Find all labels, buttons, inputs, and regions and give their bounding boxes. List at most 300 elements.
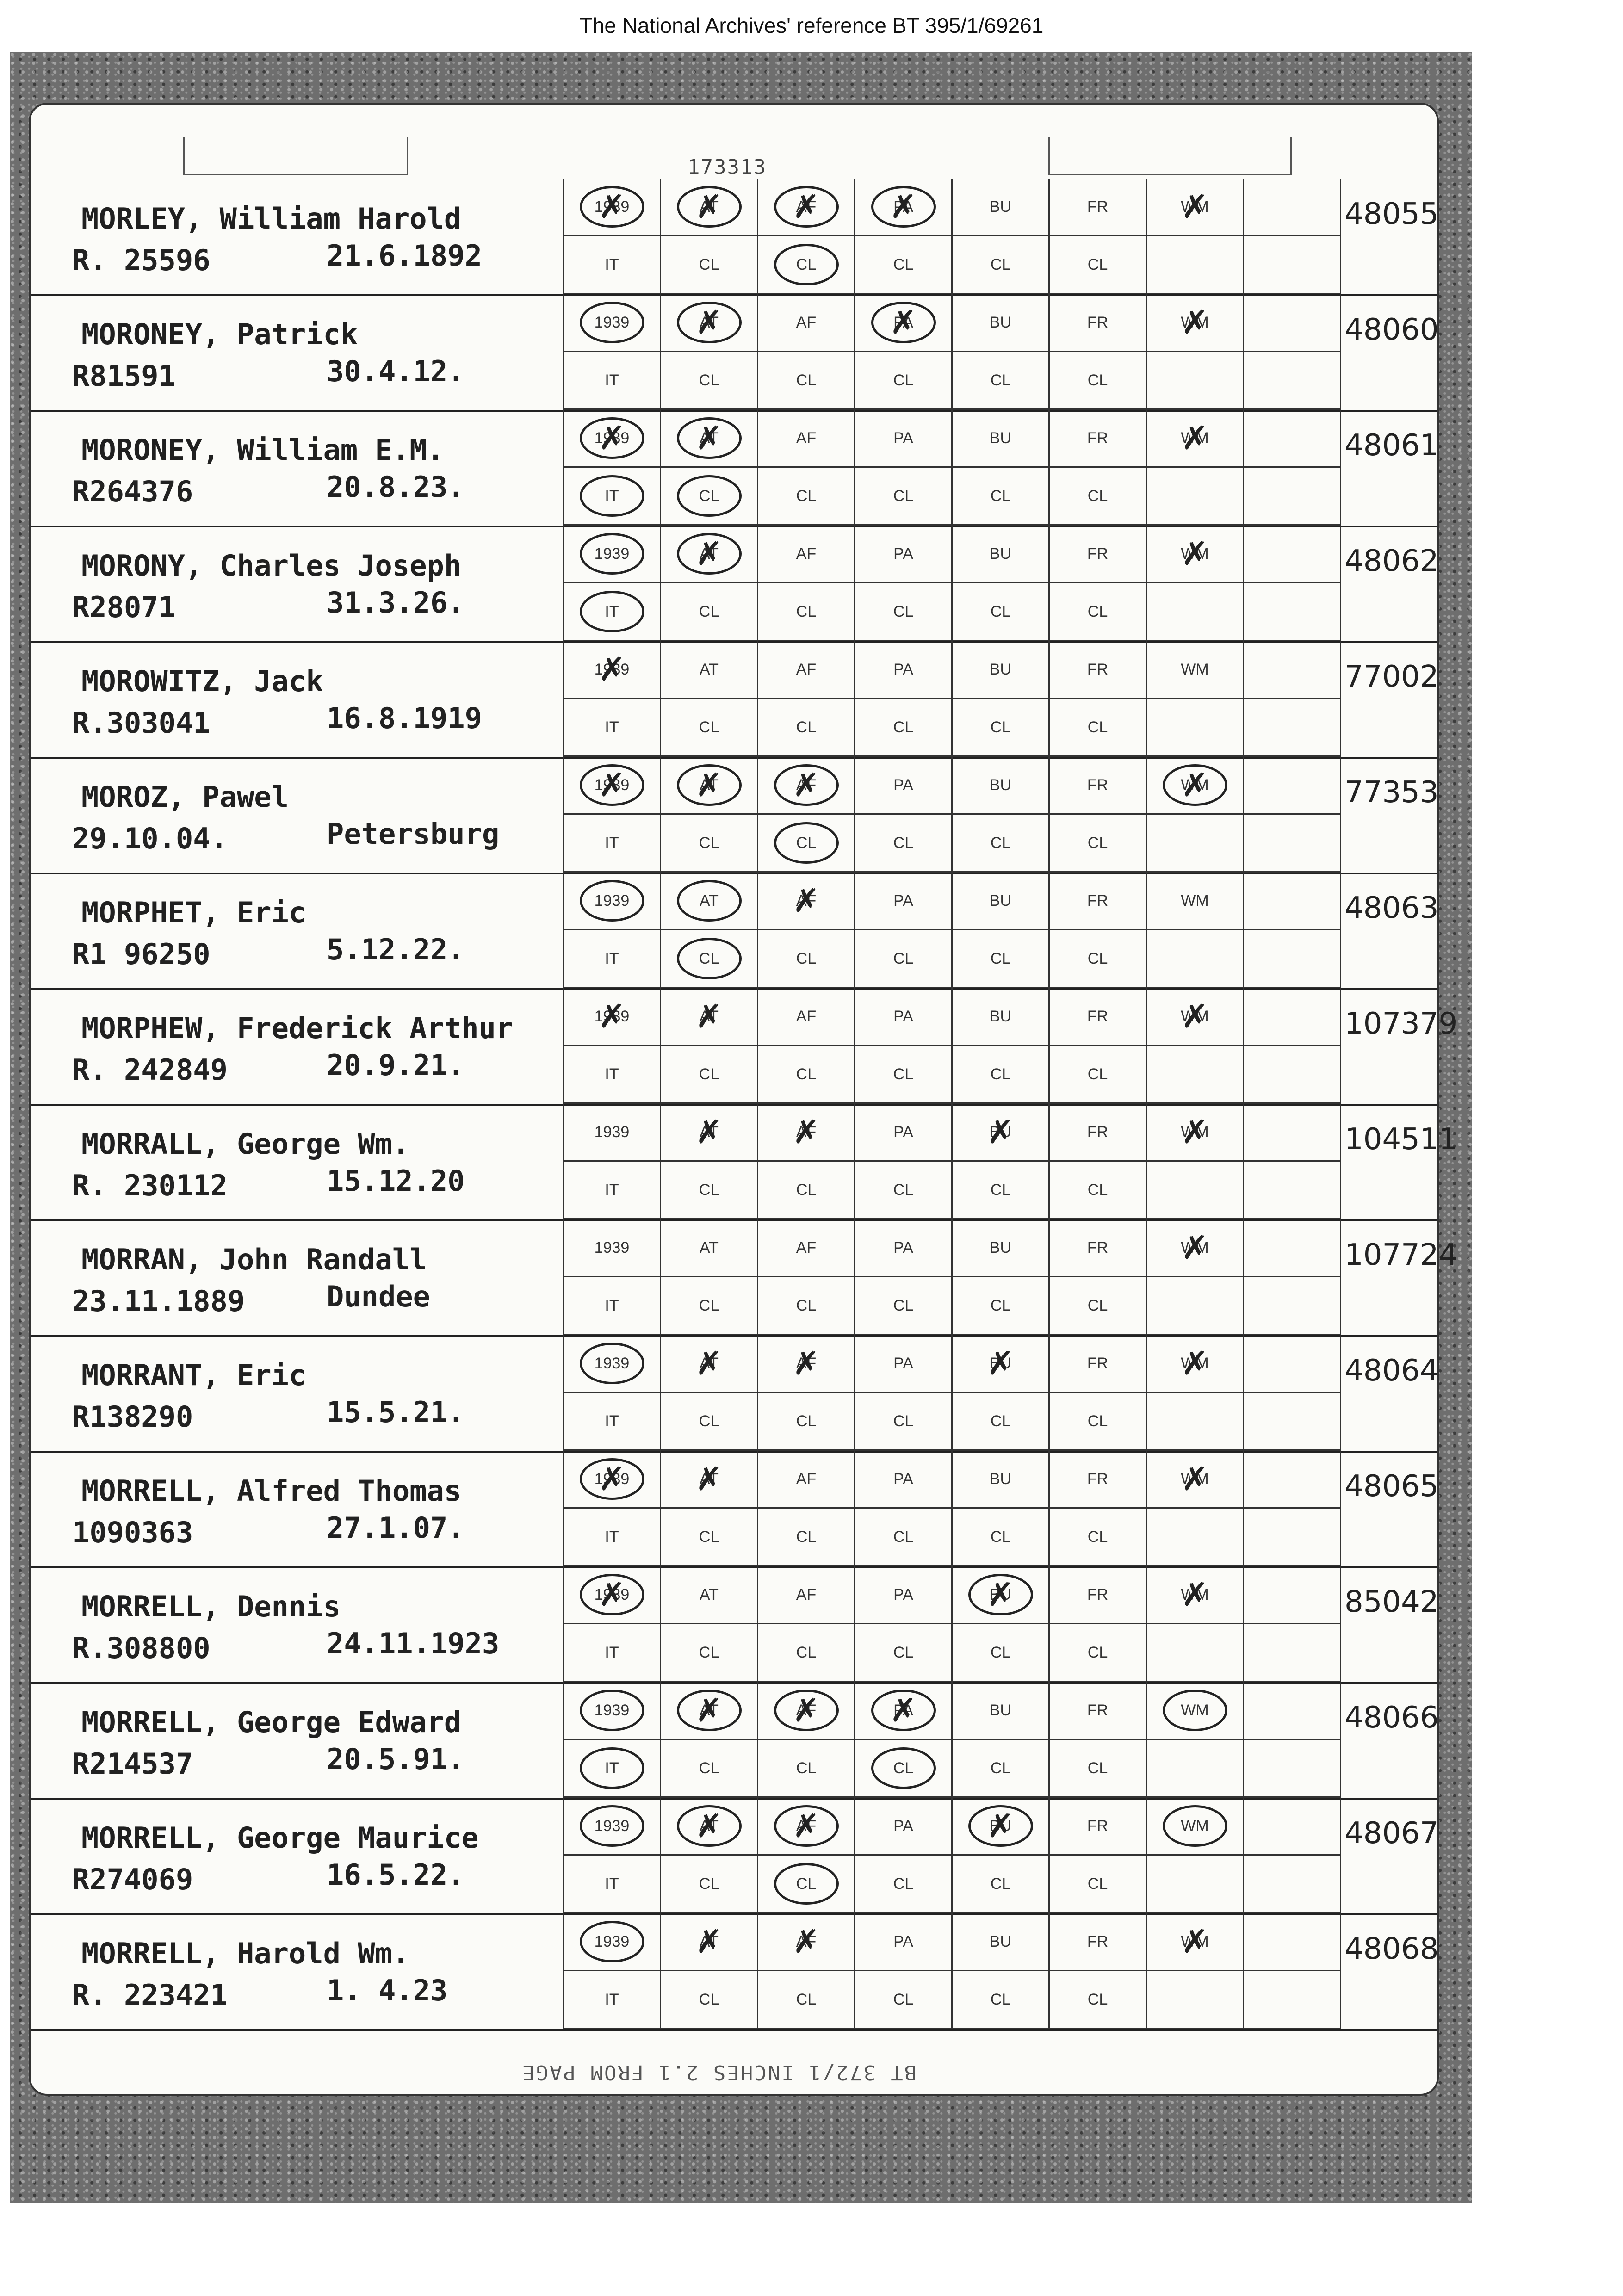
record-date-of-birth: 16.8.1919 — [327, 701, 482, 735]
record-row — [31, 526, 1437, 643]
code-cell: IT — [564, 236, 661, 294]
record-code-grid — [563, 1335, 1341, 1451]
code-cell: BU — [953, 641, 1050, 699]
record-name: MORRALL, George Wm. — [81, 1127, 410, 1161]
code-cell: CL — [855, 1740, 953, 1798]
record-number: 77002 — [1344, 660, 1439, 694]
code-cell: CL — [758, 1971, 855, 2029]
record-row — [31, 1798, 1437, 1915]
code-cell: WM — [1147, 641, 1244, 699]
code-cell: CL — [758, 1856, 855, 1913]
code-cell: AT ✗ — [661, 294, 758, 352]
record-code-grid — [563, 294, 1341, 410]
code-cell — [1244, 1624, 1341, 1682]
code-cell: CL — [953, 815, 1050, 873]
record-reference: R274069 — [72, 1863, 193, 1896]
code-cell: CL — [855, 583, 953, 641]
code-cell: AF ✗ — [758, 873, 855, 930]
code-cell: BU — [953, 294, 1050, 352]
code-cell: AF — [758, 988, 855, 1046]
code-cell: IT — [564, 930, 661, 988]
code-cell: IT — [564, 1856, 661, 1913]
code-cell: CL — [1050, 352, 1147, 410]
code-cell: IT — [564, 1509, 661, 1566]
record-number: 48061 — [1344, 428, 1439, 463]
record-number: 48064 — [1344, 1354, 1439, 1388]
code-cell — [1244, 179, 1341, 236]
code-cell: WM ✗ — [1147, 526, 1244, 583]
code-cell: CL — [953, 1740, 1050, 1798]
record-date-of-birth: 1. 4.23 — [327, 1974, 448, 2007]
code-cell — [1244, 1335, 1341, 1393]
code-cell: CL — [661, 583, 758, 641]
record-name: MOROWITZ, Jack — [81, 664, 323, 698]
record-name: MORPHEW, Frederick Arthur — [81, 1011, 514, 1045]
code-cell: CL — [661, 236, 758, 294]
code-cell: 1939 ✗ — [564, 1566, 661, 1624]
record-reference: R81591 — [72, 359, 176, 393]
code-cell: 1939 ✗ — [564, 988, 661, 1046]
record-code-grid — [563, 1451, 1341, 1566]
code-cell: PA — [855, 757, 953, 815]
code-cell: CL — [758, 1162, 855, 1219]
code-cell: FR — [1050, 1682, 1147, 1740]
code-cell: BU — [953, 179, 1050, 236]
code-cell: BU — [953, 873, 1050, 930]
code-cell: WM ✗ — [1147, 757, 1244, 815]
record-reference: R214537 — [72, 1747, 193, 1781]
code-cell — [1244, 699, 1341, 757]
code-cell — [1244, 873, 1341, 930]
code-cell: CL — [1050, 1393, 1147, 1451]
code-cell: CL — [758, 236, 855, 294]
record-code-grid — [563, 641, 1341, 757]
record-code-grid — [563, 526, 1341, 641]
code-cell: CL — [953, 583, 1050, 641]
record-row — [31, 873, 1437, 990]
code-cell — [1244, 1913, 1341, 1971]
record-reference: R264376 — [72, 475, 193, 508]
code-cell: CL — [661, 815, 758, 873]
record-reference: R28071 — [72, 590, 176, 624]
code-cell: FR — [1050, 526, 1147, 583]
code-cell — [1244, 1451, 1341, 1509]
code-cell: WM ✗ — [1147, 1451, 1244, 1509]
code-cell: AF ✗ — [758, 1913, 855, 1971]
code-cell: FR — [1050, 873, 1147, 930]
code-cell — [1244, 1104, 1341, 1162]
code-cell — [1244, 236, 1341, 294]
record-row — [31, 1913, 1437, 2031]
code-cell — [1147, 1277, 1244, 1335]
code-cell: FR — [1050, 1104, 1147, 1162]
code-cell: CL — [758, 699, 855, 757]
code-cell: AF ✗ — [758, 1798, 855, 1856]
code-cell: CL — [758, 583, 855, 641]
record-row — [31, 1335, 1437, 1453]
code-cell: IT — [564, 1277, 661, 1335]
code-cell: WM — [1147, 1682, 1244, 1740]
record-number: 48062 — [1344, 544, 1439, 578]
record-reference: 23.11.1889 — [72, 1284, 245, 1318]
code-cell: CL — [953, 1971, 1050, 2029]
code-cell: CL — [758, 352, 855, 410]
code-cell: CL — [953, 1162, 1050, 1219]
record-number: 107724 — [1344, 1238, 1458, 1272]
code-cell: PA — [855, 873, 953, 930]
code-cell — [1244, 352, 1341, 410]
archive-reference: The National Archives' reference BT 395/1/69261 — [579, 13, 1044, 37]
record-name: MORRELL, George Edward — [81, 1705, 462, 1739]
code-cell: CL — [953, 1046, 1050, 1104]
code-cell: CL — [855, 352, 953, 410]
card-top-tab — [183, 137, 408, 175]
code-cell: CL — [1050, 236, 1147, 294]
code-cell — [1244, 1798, 1341, 1856]
code-cell: AT ✗ — [661, 1104, 758, 1162]
code-cell: 1939 ✗ — [564, 757, 661, 815]
code-cell: BU — [953, 526, 1050, 583]
code-cell: AF ✗ — [758, 179, 855, 236]
code-cell: PA ✗ — [855, 1682, 953, 1740]
code-cell: FR — [1050, 1798, 1147, 1856]
code-cell: WM ✗ — [1147, 1566, 1244, 1624]
code-cell: AT ✗ — [661, 1798, 758, 1856]
record-reference: R. 242849 — [72, 1053, 228, 1087]
code-cell: PA — [855, 1219, 953, 1277]
code-cell: CL — [855, 1509, 953, 1566]
code-cell — [1147, 1046, 1244, 1104]
record-code-grid — [563, 1219, 1341, 1335]
code-cell: BU ✗ — [953, 1335, 1050, 1393]
record-code-grid — [563, 873, 1341, 988]
code-cell — [1244, 1740, 1341, 1798]
code-cell — [1244, 1162, 1341, 1219]
record-reference: R1 96250 — [72, 937, 211, 971]
code-cell: FR — [1050, 179, 1147, 236]
code-cell: CL — [855, 1393, 953, 1451]
record-number: 85042 — [1344, 1585, 1439, 1619]
record-name: MORRELL, Alfred Thomas — [81, 1474, 462, 1508]
record-code-grid — [563, 1798, 1341, 1913]
code-cell: 1939 — [564, 1219, 661, 1277]
record-code-grid — [563, 757, 1341, 873]
code-cell: AF ✗ — [758, 1682, 855, 1740]
code-cell: AT ✗ — [661, 1682, 758, 1740]
code-cell: AF — [758, 526, 855, 583]
record-number: 104511 — [1344, 1122, 1458, 1157]
code-cell: 1939 — [564, 294, 661, 352]
code-cell: IT — [564, 699, 661, 757]
record-name: MORRELL, George Maurice — [81, 1821, 479, 1855]
code-cell: FR — [1050, 410, 1147, 468]
code-cell: WM — [1147, 1798, 1244, 1856]
code-cell: CL — [1050, 699, 1147, 757]
code-cell: CL — [661, 930, 758, 988]
code-cell: CL — [661, 1624, 758, 1682]
code-cell: CL — [661, 1740, 758, 1798]
code-cell — [1244, 930, 1341, 988]
record-reference: 1090363 — [72, 1516, 193, 1549]
code-cell — [1147, 352, 1244, 410]
code-cell: CL — [1050, 815, 1147, 873]
code-cell: AF — [758, 410, 855, 468]
code-cell: FR — [1050, 1219, 1147, 1277]
code-cell: CL — [855, 699, 953, 757]
code-cell — [1244, 1277, 1341, 1335]
record-number: 77353 — [1344, 775, 1439, 810]
code-cell: FR — [1050, 1913, 1147, 1971]
code-cell: AT — [661, 1566, 758, 1624]
code-cell: WM ✗ — [1147, 294, 1244, 352]
code-cell: AT ✗ — [661, 988, 758, 1046]
code-cell: CL — [661, 699, 758, 757]
code-cell: AF ✗ — [758, 1335, 855, 1393]
code-cell: IT — [564, 583, 661, 641]
code-cell: CL — [855, 815, 953, 873]
record-name: MORRELL, Harold Wm. — [81, 1937, 410, 1970]
record-row — [31, 294, 1437, 412]
code-cell: AF — [758, 1566, 855, 1624]
record-date-of-birth: 15.12.20 — [327, 1164, 465, 1198]
record-code-grid — [563, 1566, 1341, 1682]
code-cell: CL — [661, 352, 758, 410]
code-cell: AT ✗ — [661, 179, 758, 236]
code-cell: AF — [758, 641, 855, 699]
code-cell — [1147, 1971, 1244, 2029]
code-cell: CL — [1050, 1856, 1147, 1913]
code-cell: CL — [1050, 930, 1147, 988]
code-cell: WM ✗ — [1147, 1913, 1244, 1971]
record-date-of-birth: 20.9.21. — [327, 1048, 465, 1082]
record-date-of-birth: 21.6.1892 — [327, 239, 482, 272]
code-cell: AT ✗ — [661, 1913, 758, 1971]
record-date-of-birth: 5.12.22. — [327, 933, 465, 966]
code-cell: FR — [1050, 757, 1147, 815]
code-cell: FR — [1050, 294, 1147, 352]
record-date-of-birth: Dundee — [327, 1280, 430, 1313]
record-row — [31, 1451, 1437, 1568]
code-cell — [1244, 1682, 1341, 1740]
code-cell — [1147, 1509, 1244, 1566]
code-cell: CL — [855, 236, 953, 294]
record-reference: R. 230112 — [72, 1169, 228, 1202]
code-cell: CL — [661, 1509, 758, 1566]
record-name: MORONY, Charles Joseph — [81, 549, 462, 582]
code-cell: CL — [758, 1509, 855, 1566]
code-cell: CL — [953, 1393, 1050, 1451]
code-cell: CL — [661, 1971, 758, 2029]
scanned-document — [10, 52, 1472, 2203]
code-cell: PA — [855, 1335, 953, 1393]
code-cell: PA — [855, 1451, 953, 1509]
code-cell: 1939 — [564, 1335, 661, 1393]
code-cell: PA — [855, 1913, 953, 1971]
record-row — [31, 179, 1437, 296]
record-reference: R138290 — [72, 1400, 193, 1434]
record-number: 48063 — [1344, 891, 1439, 925]
record-name: MORONEY, Patrick — [81, 317, 358, 351]
code-cell — [1244, 468, 1341, 526]
index-card — [29, 103, 1458, 2096]
record-row — [31, 1566, 1437, 1684]
code-cell — [1147, 1162, 1244, 1219]
code-cell: CL — [855, 930, 953, 988]
record-row — [31, 988, 1458, 1106]
code-cell: CL — [661, 1162, 758, 1219]
code-cell: CL — [1050, 1277, 1147, 1335]
record-row — [31, 410, 1437, 527]
code-cell: CL — [855, 468, 953, 526]
code-cell: 1939 — [564, 1913, 661, 1971]
code-cell: AT — [661, 641, 758, 699]
code-cell: 1939 ✗ — [564, 410, 661, 468]
code-cell: CL — [661, 1393, 758, 1451]
code-cell — [1244, 410, 1341, 468]
record-date-of-birth: 31.3.26. — [327, 586, 465, 619]
record-name: MORONEY, William E.M. — [81, 433, 444, 467]
code-cell: AF — [758, 1451, 855, 1509]
record-date-of-birth: 27.1.07. — [327, 1511, 465, 1545]
code-cell: FR — [1050, 1451, 1147, 1509]
record-name: MOROZ, Pawel — [81, 780, 289, 814]
code-cell: BU — [953, 757, 1050, 815]
code-cell — [1147, 236, 1244, 294]
code-cell: CL — [661, 1046, 758, 1104]
record-row — [31, 1682, 1437, 1800]
code-cell: PA — [855, 410, 953, 468]
code-cell: 1939 ✗ — [564, 179, 661, 236]
code-cell — [1244, 815, 1341, 873]
record-reference: R.308800 — [72, 1631, 211, 1665]
record-code-grid — [563, 988, 1341, 1104]
code-cell: IT — [564, 1624, 661, 1682]
code-cell: CL — [855, 1971, 953, 2029]
code-cell: WM — [1147, 873, 1244, 930]
code-cell: WM ✗ — [1147, 410, 1244, 468]
code-cell: CL — [1050, 583, 1147, 641]
code-cell — [1244, 1856, 1341, 1913]
code-cell: CL — [661, 1277, 758, 1335]
record-name: MORRANT, Eric — [81, 1358, 306, 1392]
code-cell: CL — [1050, 1162, 1147, 1219]
code-cell: CL — [953, 352, 1050, 410]
code-cell: PA — [855, 1104, 953, 1162]
code-cell: CL — [1050, 1509, 1147, 1566]
code-cell: AT ✗ — [661, 757, 758, 815]
code-cell: AT ✗ — [661, 1451, 758, 1509]
code-cell: CL — [855, 1856, 953, 1913]
code-cell: CL — [1050, 468, 1147, 526]
code-cell: CL — [953, 1277, 1050, 1335]
record-number: 48055 — [1344, 197, 1439, 231]
code-cell — [1244, 1219, 1341, 1277]
code-cell: CL — [953, 1509, 1050, 1566]
record-number: 48066 — [1344, 1701, 1439, 1735]
code-cell: BU — [953, 1451, 1050, 1509]
code-cell: BU — [953, 1219, 1050, 1277]
code-cell — [1147, 699, 1244, 757]
record-row — [31, 1104, 1458, 1221]
record-row — [31, 757, 1437, 874]
code-cell: CL — [1050, 1740, 1147, 1798]
code-cell: 1939 — [564, 1798, 661, 1856]
code-cell — [1147, 930, 1244, 988]
code-cell: 1939 — [564, 873, 661, 930]
code-cell — [1244, 1566, 1341, 1624]
record-name: MORRELL, Dennis — [81, 1590, 341, 1623]
code-cell: PA — [855, 988, 953, 1046]
record-reference: R.303041 — [72, 706, 211, 740]
code-cell: CL — [661, 1856, 758, 1913]
code-cell: CL — [758, 468, 855, 526]
record-number: 48067 — [1344, 1816, 1439, 1850]
code-cell — [1244, 583, 1341, 641]
record-row — [31, 1219, 1458, 1337]
card-serial: 173313 — [688, 155, 767, 179]
code-cell: WM ✗ — [1147, 1219, 1244, 1277]
code-cell — [1244, 757, 1341, 815]
code-cell: CL — [855, 1624, 953, 1682]
record-code-grid — [563, 179, 1341, 294]
card-footer-text: BT 372/1 INCHES 2.1 FROM PAGE — [521, 2061, 917, 2084]
code-cell: BU ✗ — [953, 1104, 1050, 1162]
record-number: 107379 — [1344, 1007, 1458, 1041]
code-cell: IT — [564, 352, 661, 410]
code-cell: BU — [953, 410, 1050, 468]
code-cell: CL — [758, 1740, 855, 1798]
code-cell: AT — [661, 1219, 758, 1277]
code-cell: IT — [564, 1971, 661, 2029]
code-cell: CL — [758, 930, 855, 988]
code-cell: CL — [1050, 1046, 1147, 1104]
code-cell: PA — [855, 641, 953, 699]
record-date-of-birth: 20.8.23. — [327, 470, 465, 504]
code-cell — [1147, 815, 1244, 873]
code-cell: CL — [953, 930, 1050, 988]
code-cell — [1244, 294, 1341, 352]
record-name: MORRAN, John Randall — [81, 1243, 427, 1276]
code-cell: PA — [855, 1798, 953, 1856]
code-cell: CL — [855, 1046, 953, 1104]
record-date-of-birth: 16.5.22. — [327, 1858, 465, 1892]
code-cell: PA ✗ — [855, 294, 953, 352]
code-cell — [1147, 583, 1244, 641]
record-date-of-birth: 24.11.1923 — [327, 1627, 500, 1660]
code-cell: PA — [855, 526, 953, 583]
record-date-of-birth: Petersburg — [327, 817, 500, 851]
code-cell: CL — [758, 1393, 855, 1451]
code-cell: FR — [1050, 1566, 1147, 1624]
record-reference: R. 25596 — [72, 243, 211, 277]
code-cell: CL — [758, 1277, 855, 1335]
code-cell: AT ✗ — [661, 410, 758, 468]
code-cell: 1939 — [564, 1682, 661, 1740]
code-cell: AT — [661, 873, 758, 930]
record-date-of-birth: 15.5.21. — [327, 1395, 465, 1429]
code-cell — [1244, 1046, 1341, 1104]
code-cell: BU ✗ — [953, 1566, 1050, 1624]
code-cell: WM ✗ — [1147, 179, 1244, 236]
code-cell: CL — [855, 1277, 953, 1335]
record-code-grid — [563, 1104, 1341, 1219]
code-cell: BU — [953, 1913, 1050, 1971]
code-cell: PA — [855, 1566, 953, 1624]
code-cell: AT ✗ — [661, 526, 758, 583]
code-cell: AF — [758, 294, 855, 352]
code-cell: CL — [953, 468, 1050, 526]
code-cell: 1939 ✗ — [564, 641, 661, 699]
